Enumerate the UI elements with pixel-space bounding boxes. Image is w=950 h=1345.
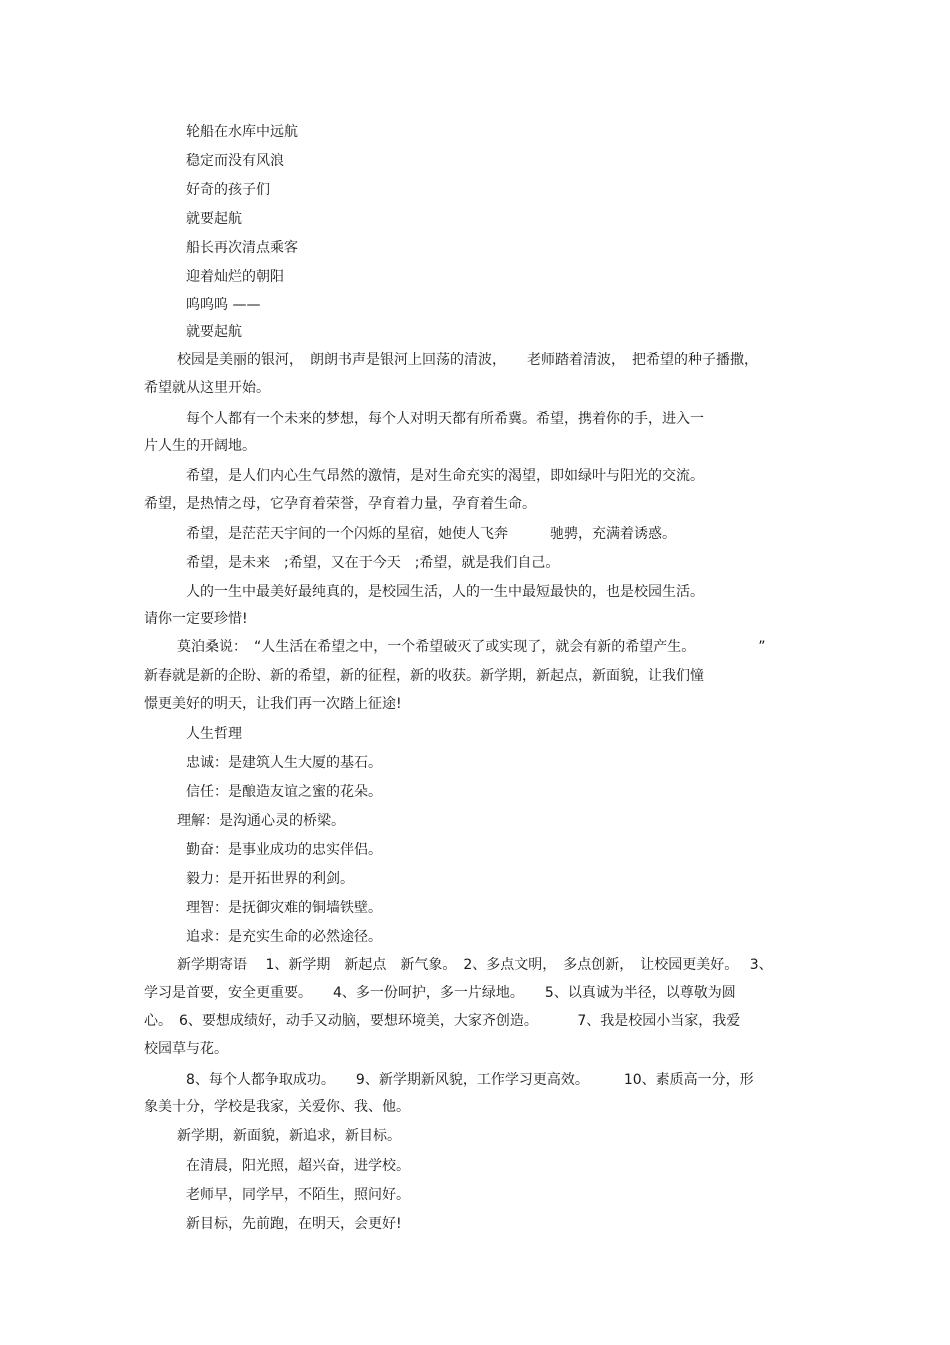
paragraph-line: 憬更美好的明天，让我们再一次踏上征途! [144,696,402,712]
slogan-line: 象美十分，学校是我家，关爱你、我、他。 [144,1099,410,1115]
poem-line: 轮船在水库中远航 [186,124,298,140]
paragraph-line: 片人生的开阔地。 [144,438,256,454]
poem-line: 就要起航 [186,211,242,227]
section-title: 人生哲理 [186,726,242,742]
ending-line: 在清晨，阳光照，超兴奋，进学校。 [186,1158,410,1174]
ending-line: 新目标，先前跑，在明天，会更好! [186,1216,402,1232]
slogan-line: 心。 6、要想成绩好，动手又动脑，要想环境美，大家齐创造。 7、我是校园小当家，我爱 [144,1013,741,1029]
philosophy-item: 信任：是酿造友谊之蜜的花朵。 [186,784,382,800]
paragraph-line: 希望，是热情之母，它孕育着荣誉，孕育着力量，孕育着生命。 [144,496,536,512]
philosophy-item: 勤奋：是事业成功的忠实伴侣。 [186,842,382,858]
slogan-line: 校园草与花。 [144,1041,228,1057]
poem-line: 好奇的孩子们 [186,182,270,198]
paragraph-line: 希望，是人们内心生气昂然的激情，是对生命充实的渴望，即如绿叶与阳光的交流。 [186,468,704,484]
paragraph-line: 新春就是新的企盼、新的希望，新的征程，新的收获。新学期，新起点，新面貌，让我们憧 [144,668,704,684]
philosophy-item: 忠诚：是建筑人生大厦的基石。 [186,755,382,771]
paragraph-line: 希望，是未来 ;希望，又在于今天 ;希望，就是我们自己。 [186,555,560,571]
poem-line: 迎着灿烂的朝阳 [186,269,284,285]
poem-line: 船长再次清点乘客 [186,240,298,256]
slogan-line: 新学期寄语 1、新学期 新起点 新气象。 2、多点文明， 多点创新， 让校园更美好。 3、 [177,957,773,973]
paragraph-line: 每个人都有一个未来的梦想，每个人对明天都有所希冀。希望，携着你的手，进入一 [186,411,704,427]
paragraph-line: 校园是美丽的银河， 朗朗书声是银河上回荡的清波， 老师踏着清波， 把希望的种子播撒， [177,352,758,368]
philosophy-item: 追求：是充实生命的必然途径。 [186,929,382,945]
paragraph-line: 人的一生中最美好最纯真的，是校园生活，人的一生中最短最快的，也是校园生活。 [186,584,704,600]
slogan-line: 学习是首要，安全更重要。 4、多一份呵护，多一片绿地。 5、以真诚为半径，以尊敬为圆 [144,985,736,1001]
poem-line: 呜呜呜 —— [186,297,261,313]
paragraph-line: 请你一定要珍惜! [144,611,248,627]
slogan-line: 8、每个人都争取成功。 9、新学期新风貌，工作学习更高效。 10、素质高一分，形 [186,1072,754,1088]
paragraph-line: 希望就从这里开始。 [144,380,270,396]
philosophy-item: 理智：是抚御灾难的铜墙铁壁。 [186,900,382,916]
paragraph-line: 莫泊桑说： “人生活在希望之中，一个希望破灭了或实现了，就会有新的希望产生。 ” [177,639,766,655]
ending-line: 新学期，新面貌，新追求，新目标。 [177,1128,401,1144]
poem-line: 就要起航 [186,324,242,340]
philosophy-item: 毅力：是开拓世界的利剑。 [186,871,354,887]
poem-line: 稳定而没有风浪 [186,153,284,169]
paragraph-line: 希望，是茫茫天宇间的一个闪烁的星宿，她使人飞奔 驰骋，充满着诱惑。 [186,526,676,542]
philosophy-item: 理解：是沟通心灵的桥梁。 [177,813,345,829]
ending-line: 老师早，同学早，不陌生，照问好。 [186,1187,410,1203]
